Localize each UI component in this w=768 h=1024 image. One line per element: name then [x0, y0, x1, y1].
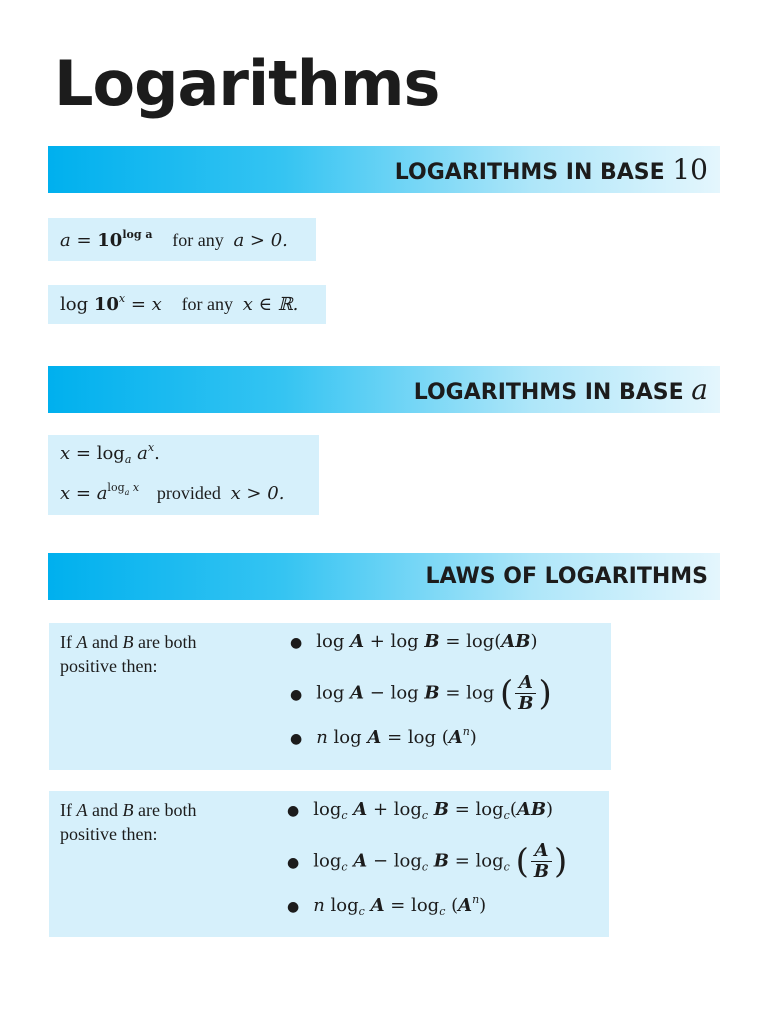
section-heading: LOGARITHMS IN BASE a	[413, 373, 708, 406]
laws-box-base-10	[49, 623, 611, 770]
laws-intro: If A and B are both positive then:	[60, 632, 197, 676]
formula-log-power: $\log 10^x = x$ for any x ∈ ℝ.	[60, 292, 299, 315]
section-heading: LAWS OF LOGARITHMS	[425, 564, 708, 589]
law-quotient-base-c: ● $\log_c A - \log_c B = \log_c$ ( $\frac{A}{B}$ )	[287, 840, 568, 882]
formula-exp-identity: $x = a^{log_a x}$ provided x > 0.	[60, 481, 285, 504]
laws-box-base-c	[49, 791, 609, 937]
laws-intro: If A and B are both positive then:	[60, 800, 197, 844]
section-header-base-10	[48, 146, 720, 193]
formula-box-antilog	[48, 218, 316, 261]
law-product: ● log A + log B = log(AB)	[290, 631, 538, 652]
formula-log-identity: $x = \log_a a^x$.	[60, 441, 160, 466]
law-power-base-c: ● n $\log_c A = \log_c (A^n)$	[287, 893, 487, 918]
section-heading: LOGARITHMS IN BASE 10	[394, 153, 708, 186]
section-header-base-a	[48, 366, 720, 413]
formula-box-base-a	[48, 435, 319, 515]
formula-antilog: $a = 10^{log a}$ for any a > 0.	[60, 228, 288, 251]
page-title: Logarithms	[54, 47, 440, 120]
section-header-laws	[48, 553, 720, 600]
law-power: ● n $\log A = \log (A^n)$	[290, 725, 477, 748]
law-product-base-c: ● $\log_c A + \log_c B = \log_c(AB)$	[287, 799, 554, 822]
formula-box-log-power	[48, 285, 326, 324]
law-quotient: ● log A − log B = log ( $\frac{A}{B}$ )	[290, 672, 552, 714]
